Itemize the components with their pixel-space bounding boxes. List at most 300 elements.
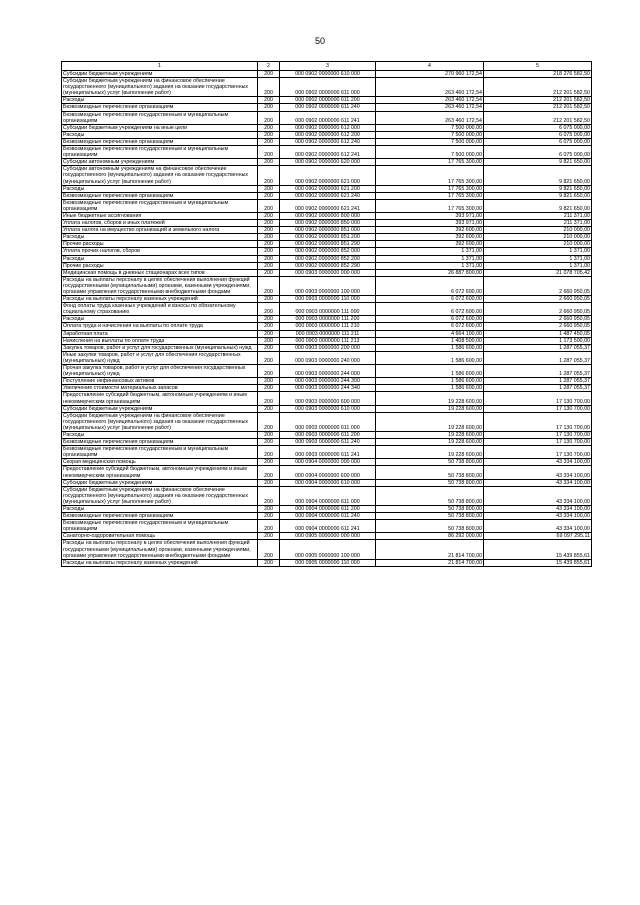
row-admin-code-cell: 200 [258,412,280,431]
row-approved-amount-cell: 393 971,00 [376,220,484,227]
row-approved-amount-cell: 4 664 100,00 [376,330,484,337]
row-name-cell: Расходы [62,131,258,138]
row-approved-amount-cell: 1 586 600,00 [376,385,484,392]
row-admin-code-cell: 200 [258,344,280,351]
table-row [62,227,592,234]
row-budget-code-cell: 000 0903 0000000 200 000 [280,344,376,351]
table-row [62,262,592,269]
row-budget-code-cell: 000 0905 0000000 110 000 [280,559,376,566]
row-admin-code-cell: 200 [258,248,280,255]
row-name-cell: Скорая медицинская помощь [62,459,258,466]
row-budget-code-cell: 000 0903 0000000 240 000 [280,351,376,364]
row-approved-amount-cell: 17 765 300,00 [376,199,484,212]
row-admin-code-cell: 200 [258,111,280,124]
row-executed-amount-cell: 9 821 650,00 [484,185,592,192]
row-approved-amount-cell: 50 738 800,00 [376,506,484,513]
table-row [62,559,592,566]
row-name-cell: Поступление нефинансовых активов [62,378,258,385]
row-approved-amount-cell: 50 738 800,00 [376,459,484,466]
row-approved-amount-cell: 19 228 600,00 [376,439,484,446]
row-approved-amount-cell: 17 765 300,00 [376,166,484,185]
row-budget-code-cell: 000 0902 0000000 800 000 [280,212,376,219]
row-name-cell: Иные бюджетные ассигнования [62,212,258,219]
row-admin-code-cell: 200 [258,138,280,145]
row-executed-amount-cell: 1 173 500,00 [484,337,592,344]
row-budget-code-cell: 000 0903 0000000 111 210 [280,323,376,330]
table-row [62,316,592,323]
table-row [62,131,592,138]
row-name-cell: Безвозмездные перечисления государственным и муниципальным организациям [62,111,258,124]
row-budget-code-cell: 000 0903 0000000 611 000 [280,412,376,431]
row-budget-code-cell: 000 0903 0000000 244 000 [280,365,376,378]
row-budget-code-cell: 000 0902 0000000 852 200 [280,255,376,262]
row-name-cell: Расходы на выплаты персоналу казенных учреждений [62,559,258,566]
row-name-cell: Безвозмездные перечисления государственным и муниципальным организациям [62,520,258,533]
table-row [62,159,592,166]
row-name-cell: Субсидии бюджетным учреждениям на финансовое обеспечение государственного (муниципального) задания на оказание государственных (муниципальных) услуг (выполнение работ) [62,78,258,97]
row-executed-amount-cell: 2 660 950,05 [484,303,592,316]
row-executed-amount-cell: 212 201 582,50 [484,104,592,111]
table-row [62,220,592,227]
row-approved-amount-cell: 19 228 600,00 [376,392,484,405]
row-admin-code-cell: 200 [258,513,280,520]
row-budget-code-cell: 000 0904 0000000 611 240 [280,513,376,520]
table-header-row [62,62,592,71]
row-budget-code-cell: 000 0902 0000000 621 200 [280,185,376,192]
table-row [62,540,592,559]
row-approved-amount-cell: 6 072 600,00 [376,276,484,295]
row-admin-code-cell: 200 [258,227,280,234]
row-budget-code-cell: 000 0903 0000000 611 200 [280,431,376,438]
row-executed-amount-cell: 9 821 650,00 [484,199,592,212]
budget-table [61,61,592,567]
table-row [62,439,592,446]
row-executed-amount-cell: 17 130 700,00 [484,439,592,446]
row-admin-code-cell: 200 [258,262,280,269]
row-budget-code-cell: 000 0902 0000000 851 290 [280,241,376,248]
row-admin-code-cell: 200 [258,276,280,295]
table-row [62,255,592,262]
row-name-cell: Начисления на выплаты по оплате труда [62,337,258,344]
row-budget-code-cell: 000 0903 0000000 244 300 [280,378,376,385]
row-executed-amount-cell: 1 371,00 [484,255,592,262]
row-executed-amount-cell: 43 334 100,00 [484,486,592,505]
row-approved-amount-cell: 6 072 600,00 [376,303,484,316]
column-header: 4 [376,62,484,71]
row-executed-amount-cell: 15 439 855,61 [484,559,592,566]
row-approved-amount-cell: 263 460 172,54 [376,104,484,111]
row-budget-code-cell: 000 0903 0000000 610 000 [280,405,376,412]
table-row [62,412,592,431]
row-approved-amount-cell: 50 738 800,00 [376,513,484,520]
row-name-cell: Субсидии бюджетным учреждениям [62,405,258,412]
row-executed-amount-cell: 6 075 000,00 [484,131,592,138]
table-row [62,124,592,131]
row-name-cell: Расходы [62,431,258,438]
table-row [62,111,592,124]
row-name-cell: Расходы на выплаты персоналу казенных учреждений [62,296,258,303]
row-admin-code-cell: 200 [258,159,280,166]
row-admin-code-cell: 200 [258,446,280,459]
row-name-cell: Безвозмездные перечисления государственным и муниципальным организациям [62,446,258,459]
row-budget-code-cell: 000 0902 0000000 852 000 [280,248,376,255]
table-row [62,385,592,392]
column-header: 5 [484,62,592,71]
row-approved-amount-cell: 1 371,00 [376,255,484,262]
row-approved-amount-cell: 1 586 600,00 [376,365,484,378]
row-budget-code-cell: 000 0902 0000000 610 000 [280,71,376,78]
row-budget-code-cell: 000 0903 0000000 244 340 [280,385,376,392]
table-row [62,520,592,533]
row-admin-code-cell: 200 [258,296,280,303]
row-budget-code-cell: 000 0902 0000000 621 000 [280,166,376,185]
table-row [62,533,592,540]
row-approved-amount-cell: 7 500 000,00 [376,124,484,131]
row-approved-amount-cell: 17 765 300,00 [376,159,484,166]
row-executed-amount-cell: 43 334 100,00 [484,513,592,520]
row-admin-code-cell: 200 [258,533,280,540]
row-executed-amount-cell: 1 287 055,37 [484,365,592,378]
row-executed-amount-cell: 212 201 582,50 [484,78,592,97]
table-row [62,71,592,78]
row-executed-amount-cell: 17 130 700,00 [484,412,592,431]
table-row [62,479,592,486]
row-name-cell: Субсидии автономным учреждениям на финансовое обеспечение государственного (муниципального) задания на оказание государственных (муниципальных) услуг (выполнение работ) [62,166,258,185]
row-executed-amount-cell: 1 287 055,37 [484,385,592,392]
table-row [62,241,592,248]
row-approved-amount-cell: 392 600,00 [376,241,484,248]
row-admin-code-cell: 200 [258,385,280,392]
row-budget-code-cell: 000 0903 0000000 111 211 [280,330,376,337]
row-name-cell: Расходы [62,97,258,104]
row-budget-code-cell: 000 0902 0000000 611 241 [280,111,376,124]
table-row [62,97,592,104]
table-row [62,351,592,364]
row-approved-amount-cell: 263 460 172,54 [376,111,484,124]
table-row [62,365,592,378]
row-approved-amount-cell: 7 500 000,00 [376,131,484,138]
row-executed-amount-cell: 1 287 055,37 [484,378,592,385]
row-admin-code-cell: 200 [258,234,280,241]
row-admin-code-cell: 200 [258,192,280,199]
table-row [62,199,592,212]
row-admin-code-cell: 200 [258,479,280,486]
row-admin-code-cell: 200 [258,506,280,513]
row-approved-amount-cell: 19 228 600,00 [376,412,484,431]
row-executed-amount-cell: 6 075 000,00 [484,138,592,145]
row-name-cell: Уплата налогов, сборов и иных платежей [62,220,258,227]
row-admin-code-cell: 200 [258,431,280,438]
row-admin-code-cell: 200 [258,559,280,566]
row-budget-code-cell: 000 0903 0000000 111 200 [280,316,376,323]
row-budget-code-cell: 000 0902 0000000 611 000 [280,78,376,97]
column-header: 2 [258,62,280,71]
row-approved-amount-cell: 392 600,00 [376,234,484,241]
table-row [62,392,592,405]
table-row [62,486,592,505]
row-admin-code-cell: 200 [258,316,280,323]
row-admin-code-cell: 200 [258,131,280,138]
table-row [62,459,592,466]
row-approved-amount-cell: 17 765 300,00 [376,192,484,199]
row-name-cell: Увеличение стоимости материальных запасов [62,385,258,392]
row-approved-amount-cell: 50 738 800,00 [376,520,484,533]
table-row [62,303,592,316]
row-executed-amount-cell: 1 371,00 [484,248,592,255]
row-executed-amount-cell: 2 660 950,05 [484,296,592,303]
row-name-cell: Медицинская помощь в дневных стационарах всех типов [62,269,258,276]
row-budget-code-cell: 000 0902 0000000 611 200 [280,97,376,104]
row-admin-code-cell: 200 [258,241,280,248]
row-name-cell: Предоставление субсидий бюджетным, автономным учреждениям и иным некоммерческим организациям [62,392,258,405]
row-admin-code-cell: 200 [258,392,280,405]
row-budget-code-cell: 000 0902 0000000 851 000 [280,227,376,234]
row-budget-code-cell: 000 0904 0000000 610 000 [280,479,376,486]
row-name-cell: Безвозмездные перечисления организациям [62,104,258,111]
row-name-cell: Субсидии бюджетным учреждениям [62,479,258,486]
table-row [62,296,592,303]
row-approved-amount-cell: 263 460 172,54 [376,97,484,104]
row-executed-amount-cell: 212 201 582,50 [484,111,592,124]
row-approved-amount-cell: 19 228 600,00 [376,405,484,412]
row-executed-amount-cell: 218 276 582,50 [484,71,592,78]
row-admin-code-cell: 200 [258,166,280,185]
row-admin-code-cell: 200 [258,71,280,78]
row-executed-amount-cell: 43 334 100,00 [484,506,592,513]
row-name-cell: Расходы [62,255,258,262]
row-admin-code-cell: 200 [258,212,280,219]
table-row [62,466,592,479]
row-approved-amount-cell: 50 738 800,00 [376,479,484,486]
row-approved-amount-cell: 6 072 600,00 [376,323,484,330]
table-row [62,185,592,192]
row-budget-code-cell: 000 0902 0000000 612 000 [280,124,376,131]
row-name-cell: Оплата труда и начисления на выплаты по оплате труда [62,323,258,330]
table-row [62,337,592,344]
table-row [62,330,592,337]
row-approved-amount-cell: 6 072 600,00 [376,296,484,303]
row-admin-code-cell: 200 [258,466,280,479]
row-executed-amount-cell: 9 821 650,00 [484,159,592,166]
table-row [62,506,592,513]
row-name-cell: Прочие расходы [62,262,258,269]
row-budget-code-cell: 000 0902 0000000 621 240 [280,192,376,199]
row-budget-code-cell: 000 0903 0000000 611 240 [280,439,376,446]
row-approved-amount-cell: 270 960 172,54 [376,71,484,78]
row-budget-code-cell: 000 0903 0000000 110 000 [280,296,376,303]
row-admin-code-cell: 200 [258,323,280,330]
row-name-cell: Безвозмездные перечисления организациям [62,192,258,199]
row-budget-code-cell: 000 0905 0000000 000 000 [280,533,376,540]
row-name-cell: Безвозмездные перечисления организациям [62,138,258,145]
row-executed-amount-cell: 1 287 055,37 [484,344,592,351]
row-admin-code-cell: 200 [258,486,280,505]
row-approved-amount-cell: 50 738 800,00 [376,466,484,479]
row-approved-amount-cell: 17 765 300,00 [376,185,484,192]
page-number: 50 [314,36,325,46]
row-name-cell: Безвозмездные перечисления государственным и муниципальным организациям [62,146,258,159]
row-name-cell: Безвозмездные перечисления организациям [62,439,258,446]
row-name-cell: Безвозмездные перечисления государственным и муниципальным организациям [62,199,258,212]
row-budget-code-cell: 000 0904 0000000 611 241 [280,520,376,533]
row-admin-code-cell: 200 [258,124,280,131]
row-budget-code-cell: 000 0902 0000000 611 240 [280,104,376,111]
row-name-cell: Расходы [62,234,258,241]
row-budget-code-cell: 000 0902 0000000 851 200 [280,234,376,241]
table-row [62,138,592,145]
row-name-cell: Санаторно-оздоровительная помощь [62,533,258,540]
row-approved-amount-cell: 86 292 000,00 [376,533,484,540]
row-approved-amount-cell: 21 814 700,00 [376,540,484,559]
row-name-cell: Субсидии бюджетным учреждениям на финансовое обеспечение государственного (муниципального) задания на оказание государственных (муниципальных) услуг (выполнение работ) [62,486,258,505]
row-budget-code-cell: 000 0902 0000000 852 290 [280,262,376,269]
table-row [62,146,592,159]
row-executed-amount-cell: 17 130 700,00 [484,431,592,438]
row-executed-amount-cell: 21 078 705,42 [484,269,592,276]
row-executed-amount-cell: 9 821 650,00 [484,192,592,199]
row-name-cell: Уплата прочих налогов, сборов [62,248,258,255]
table-row [62,431,592,438]
row-name-cell: Субсидии бюджетным учреждениям на иные цели [62,124,258,131]
row-executed-amount-cell: 2 660 950,05 [484,323,592,330]
row-executed-amount-cell: 1 487 450,05 [484,330,592,337]
row-name-cell: Прочие расходы [62,241,258,248]
row-executed-amount-cell: 15 439 855,61 [484,540,592,559]
row-approved-amount-cell: 19 228 600,00 [376,431,484,438]
row-admin-code-cell: 200 [258,330,280,337]
row-name-cell: Предоставление субсидий бюджетным, автономным учреждениям и иным некоммерческим организациям [62,466,258,479]
table-row [62,405,592,412]
row-executed-amount-cell: 17 130 700,00 [484,392,592,405]
row-budget-code-cell: 000 0904 0000000 000 000 [280,459,376,466]
row-admin-code-cell: 200 [258,365,280,378]
row-executed-amount-cell: 43 334 100,00 [484,520,592,533]
row-approved-amount-cell: 1 371,00 [376,248,484,255]
row-executed-amount-cell: 69 097 295,11 [484,533,592,540]
table-row [62,323,592,330]
row-budget-code-cell: 000 0902 0000000 850 000 [280,220,376,227]
row-budget-code-cell: 000 0902 0000000 612 200 [280,131,376,138]
row-admin-code-cell: 200 [258,303,280,316]
row-budget-code-cell: 000 0903 0000000 000 000 [280,269,376,276]
table-row [62,78,592,97]
table-row [62,446,592,459]
row-approved-amount-cell: 393 971,00 [376,212,484,219]
row-budget-code-cell: 000 0903 0000000 111 213 [280,337,376,344]
row-name-cell: Субсидии бюджетным учреждениям [62,71,258,78]
row-executed-amount-cell: 210 000,00 [484,234,592,241]
row-budget-code-cell: 000 0902 0000000 621 241 [280,199,376,212]
column-header: 3 [280,62,376,71]
row-name-cell: Заработная плата [62,330,258,337]
row-approved-amount-cell: 50 738 800,00 [376,486,484,505]
row-name-cell: Расходы на выплаты персоналу в целях обеспечения выполнения функций государственными (муниципальными) органами, казенными учреждениями, органами управления государственными внебюджетными фондами [62,540,258,559]
row-budget-code-cell: 000 0904 0000000 611 000 [280,486,376,505]
row-approved-amount-cell: 19 228 600,00 [376,446,484,459]
row-executed-amount-cell: 9 821 650,00 [484,166,592,185]
row-budget-code-cell: 000 0905 0000000 100 000 [280,540,376,559]
row-name-cell: Субсидии автономным учреждениям [62,159,258,166]
row-executed-amount-cell: 6 075 000,00 [484,146,592,159]
row-budget-code-cell: 000 0902 0000000 620 000 [280,159,376,166]
row-executed-amount-cell: 17 130 700,00 [484,405,592,412]
row-name-cell: Расходы на выплаты персоналу в целях обеспечения выполнения функций государственными (муниципальными) органами, казенными учреждениями, органами управления государственными внебюджетными фондами [62,276,258,295]
row-admin-code-cell: 200 [258,540,280,559]
row-budget-code-cell: 000 0902 0000000 612 241 [280,146,376,159]
row-executed-amount-cell: 43 334 100,00 [484,459,592,466]
row-admin-code-cell: 200 [258,378,280,385]
column-header: 1 [62,62,258,71]
table-row [62,513,592,520]
row-approved-amount-cell: 7 500 000,00 [376,138,484,145]
row-admin-code-cell: 200 [258,337,280,344]
row-executed-amount-cell: 2 660 950,05 [484,276,592,295]
row-executed-amount-cell: 210 000,00 [484,227,592,234]
row-executed-amount-cell: 43 334 100,00 [484,479,592,486]
row-executed-amount-cell: 1 371,00 [484,262,592,269]
row-budget-code-cell: 000 0903 0000000 611 241 [280,446,376,459]
row-admin-code-cell: 200 [258,146,280,159]
row-name-cell: Расходы [62,185,258,192]
row-budget-code-cell: 000 0904 0000000 611 200 [280,506,376,513]
row-admin-code-cell: 200 [258,185,280,192]
row-admin-code-cell: 200 [258,351,280,364]
row-approved-amount-cell: 1 408 500,00 [376,337,484,344]
row-admin-code-cell: 200 [258,97,280,104]
table-row [62,378,592,385]
row-approved-amount-cell: 1 371,00 [376,262,484,269]
row-admin-code-cell: 200 [258,199,280,212]
table-row [62,276,592,295]
row-approved-amount-cell: 392 600,00 [376,227,484,234]
table-row [62,212,592,219]
row-approved-amount-cell: 6 072 600,00 [376,316,484,323]
row-name-cell: Субсидии бюджетным учреждениям на финансовое обеспечение государственного (муниципального) задания на оказание государственных (муниципальных) услуг (выполнение работ) [62,412,258,431]
row-executed-amount-cell: 1 287 055,37 [484,351,592,364]
row-name-cell: Уплата налога на имущество организаций и земельного налога [62,227,258,234]
row-admin-code-cell: 200 [258,459,280,466]
row-approved-amount-cell: 7 500 000,00 [376,146,484,159]
row-name-cell: Прочая закупка товаров, работ и услуг для обеспечения государственных (муниципальных) нужд [62,365,258,378]
row-executed-amount-cell: 211 371,00 [484,212,592,219]
table-row [62,192,592,199]
row-name-cell: Иные закупки товаров, работ и услуг для обеспечения государственных (муниципальных) нужд [62,351,258,364]
row-approved-amount-cell: 263 460 172,54 [376,78,484,97]
row-name-cell: Фонд оплаты труда казенных учреждений и взносы по обязательному социальному страхованию [62,303,258,316]
row-name-cell: Расходы [62,316,258,323]
row-approved-amount-cell: 1 586 600,00 [376,378,484,385]
table-row [62,234,592,241]
table-row [62,269,592,276]
row-approved-amount-cell: 1 586 600,00 [376,351,484,364]
row-executed-amount-cell: 2 660 950,05 [484,316,592,323]
row-admin-code-cell: 200 [258,104,280,111]
row-executed-amount-cell: 210 000,00 [484,241,592,248]
row-budget-code-cell: 000 0904 0000000 600 000 [280,466,376,479]
row-admin-code-cell: 200 [258,405,280,412]
table-row [62,104,592,111]
row-admin-code-cell: 200 [258,220,280,227]
row-name-cell: Расходы [62,506,258,513]
table-row [62,344,592,351]
row-approved-amount-cell: 26 887 800,00 [376,269,484,276]
row-name-cell: Закупка товаров, работ и услуг для государственных (муниципальных) нужд [62,344,258,351]
row-name-cell: Безвозмездные перечисления организациям [62,513,258,520]
table-row [62,248,592,255]
row-executed-amount-cell: 43 334 100,00 [484,466,592,479]
row-admin-code-cell: 200 [258,78,280,97]
row-admin-code-cell: 200 [258,255,280,262]
